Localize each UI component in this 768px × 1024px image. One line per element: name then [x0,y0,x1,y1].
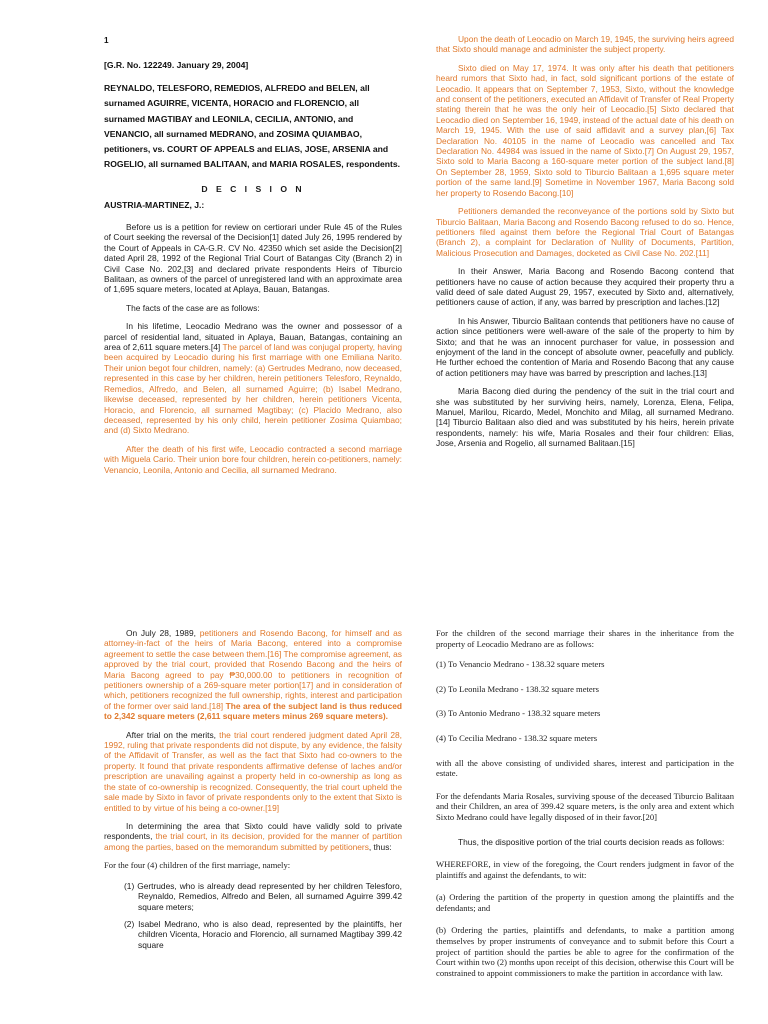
share-item: (3) To Antonio Medrano - 138.32 square meters [436,708,601,719]
paragraph: For the four (4) children of the first marriage, namely: [104,860,291,871]
heirs-list [104,881,402,950]
text-run: On July 28, 1989, [126,628,200,638]
paragraph: For the children of the second marriage their shares in the inheritance from the property of Leocadio Medrano are as follows: [436,628,734,649]
paragraph: (b) Ordering the parties, plaintiffs and defendants, to make a partition among themselves by proper instruments of conveyance and to submit before this Court a project of partition should the parties be able to agree for the confirmation of the Court within two (2) months upon receipt of this decision, otherwise this Court will be constrained to appoint commissioners to make the partition in accordance with law. [436,925,734,978]
highlighted-text: the trial court, in its decision, provided for the manner of partition among the parties, based on the memorandum submitted by petitioners [104,831,402,852]
paragraph: WHEREFORE, in view of the foregoing, the Court renders judgment in favor of the plaintiffs and against the defendants, to wit: [436,858,734,880]
highlighted-paragraph: Sixto died on May 17, 1974. It was only after his death that petitioners heard rumors that Sixto had, in fact, sold significant portions of the estate of Leocadio. It appears that on September 7, 1953, Sixto, without the knowledge and consent of the petitioners, executed an Affidavit of Transfer of Real Property stating therein that he was the only heir of Leocadio.[5] Sixto declared that Leocadio died on September 16, 1949, instead of the actual date of his death on March 19, 1945. With the use of said affidavit and a survey plan,[6] Tax Declaration No. 40105 in the name of Leocadio was cancelled and Tax Declaration No. 44984 was issued in the name of Sixto.[7] On August 29, 1957, Sixto sold to Maria Bacong a 160-square meter portion of the subject land.[8] On September 28, 1959, Sixto sold to Tiburcio Balitaan a 1,695 square meter portion of the same land.[9] Sometime in November 1967, Maria Bacong sold her property to Rosendo Bacong.[10] [436,62,734,198]
case-number: [G.R. No. 122249. January 29, 2004] [104,59,249,70]
share-item: (4) To Cecilia Medrano - 138.32 square meters [436,732,598,743]
page1-right-column [436,34,734,457]
ponente: AUSTRIA-MARTINEZ, J.: [104,200,205,211]
highlighted-paragraph: After the death of his first wife, Leocadio contracted a second marriage with Miguela Cario. Their union bore four children, herein co-petitioners, namely: Venancio, Leonila, Antonio and Cecilia, all surnamed Medrano. [104,443,402,475]
list-item: (2) Isabel Medrano, who is also dead, represented by the plaintiffs, her children Vicenta, Horacio and Florencio, all surnamed Magtibay 399.42 square [124,918,402,950]
decision-heading: D E C I S I O N [201,184,305,195]
text-run: In determining the area that Sixto could have validly sold to private respondents, [104,820,402,842]
paragraph: with all the above consisting of undivided shares, interest and participation in the estate. [436,757,734,779]
page2-left-column [104,628,402,957]
text-run: , thus: [368,841,392,852]
text-run: After trial on the merits, [126,729,220,740]
paragraph: The facts of the case are as follows: [126,302,260,313]
case-parties: REYNALDO, TELESFORO, REMEDIOS, ALFREDO and BELEN, all surnamed AGUIRRE, VICENTA, HORACIO and FLORENCIO, all surnamed MAGTIBAY and LEONILA, CECILIA, ANTONIO, and VENANCIO, all surnamed MEDRANO, and ZOSIMA QUIAMBAO, petitioners, vs. COURT OF APPEALS and ELIAS, JOSE, ARSENIA and ROGELIO, all surnamed BALITAAN, and MARIA ROSALES, respondents. [104,83,401,170]
paragraph: In their Answer, Maria Bacong and Rosendo Bacong contend that petitioners have no cause of action because they acquired their property thru a valid deed of sale dated August 29, 1957, executed by Sixto and, alternatively, petitioners cause of action, if any, was barred by prescription and laches.[12] [436,266,734,308]
highlighted-text: the trial court rendered judgment dated April 28, 1992, ruling that private respondents did not dispute, by any evidence, the falsity of the Affidavit of Transfer, as well as the fact that Sixto had co-owners to the property. It found that private respondents affirmative defense of laches and/or prescription are unavailing against a property held in co-ownership as long as the state of co-ownership is recognized. Consequently, the trial court upheld the sale made by Sixto in favor of private respondents only to the extent that Sixto is entitled to by virtue of his being a co-owner.[19] [104,729,402,813]
page-number: 1 [104,36,109,45]
page1-left-column [104,34,402,483]
document-page-2 [0,618,768,1024]
paragraph: Thus, the dispositive portion of the trial courts decision reads as follows: [458,836,725,847]
highlighted-text: petitioners and Rosendo Bacong, for himself and as attorney-in-fact of the heirs of Maria Bacong, entered into a compromise agreement to settle the case between them.[16] The compromise agreement, as approved by the trial court, provided that Rosendo Bacong and the heirs of Maria Bacong agreed to pay ₱30,000.00 to petitioners in recognition of petitioners ownership of a 269-square meter portion[17] and in consideration of which, petitioners recognized the full ownership, rights, interest and participation of the former over said land.[18] [104,628,402,711]
highlighted-paragraph: Petitioners demanded the reconveyance of the portions sold by Sixto but Tiburcio Balitaan, Maria Bacong and Rosendo Bacong refused to do so. Hence, petitioners filed against them before the Regional Trial Court of Batangas (Branch 2), a complaint for Declaration of Nullity of Documents, Partition, Malicious Prosecution and Damages, docketed as Civil Case No. 202.[11] [436,206,734,258]
paragraph: In his Answer, Tiburcio Balitaan contends that petitioners have no cause of action since petitioners were well-aware of the sale of the property to him by Sixto; and that he was an innocent purchaser for value, in possession and enjoyment of the land in the concept of absolute owner, peacefully and publicly. He further echoed the contention of Maria and Rosendo Bacong that any cause of action petitioners may have was barred by prescription and laches.[13] [436,315,734,378]
paragraph: (a) Ordering the partition of the property in question among the plaintiffs and the defendants; and [436,892,734,913]
share-item: (2) To Leonila Medrano - 138.32 square meters [436,683,599,694]
bold-highlighted-text: The area of the subject land is thus reduced to 2,342 square meters (2,611 square meters minus 269 square meters). [104,700,403,722]
list-item: (1) Gertrudes, who is already dead represented by her children Telesforo, Reynaldo, Remedios, Alfredo and Belen, all surnamed Aguirre 399.42 square meters; [124,880,402,912]
text-run: In his lifetime, Leocadio Medrano was the owner and possessor of a parcel of residential land, situated in Aplaya, Bauan, Batangas, containing an area of 2,611 square meters.[4] [104,321,402,353]
paragraph [104,321,402,435]
page-separator [0,600,768,618]
paragraph: For the defendants Maria Rosales, surviving spouse of the deceased Tiburcio Balitaan and their Children, an area of 399.42 square meters, is the only area and extent which Sixto Medrano could have legally disposed of in their favor.[20] [436,790,734,822]
paragraph: Maria Bacong died during the pendency of the suit in the trial court and she was substituted by her surviving heirs, namely, Lorenza, Elena, Felipa, Manuel, Marilou, Ricardo, Medel, Monchito and Milag, all surnamed Medrano.[14] Tiburcio Balitaan also died and was substituted by his heirs, herein private respondents, namely: his wife, Maria Rosales and their four children: Elias, Jose, Arsenia and Rogelio, all surnamed Balitaan.[15] [436,386,734,449]
highlighted-paragraph: Upon the death of Leocadio on March 19, 1945, the surviving heirs agreed that Sixto should manage and administer the subject property. [436,34,734,55]
paragraph: Before us is a petition for review on certiorari under Rule 45 of the Rules of Court seeking the reversal of the Decision[1] dated July 26, 1995 rendered by the Court of Appeals in CA-G.R. CV No. 42350 which set aside the Decision[2] dated April 28, 1992 of the Regional Trial Court of Batangas City (Branch 2) in Civil Case No. 202,[3] and declared private respondents Heirs of Tiburcio Balitaan, as owners of the parcel of unregistered land with an approximate area of 1,695 square meters, located at Aplaya, Bauan, Batangas. [104,222,402,295]
paragraph [104,628,402,722]
page2-right-column [436,628,734,978]
highlighted-text: The parcel of land was conjugal property, having been acquired by Leocadio during his first marriage with one Emiliana Narito. Their union begot four children, namely: (a) Gertrudes Medrano, now deceased, represented in this case by her children, herein petitioners Telesforo, Reynaldo, Remedios, Alfredo, and Belen, all surnamed Aguirre; (b) Isabel Medrano, likewise deceased, represented by her children, herein petitioners Vicenta, Horacio, and Florencio, all surnamed Magtibay; (c) Placido Medrano, also deceased, represented by his only child, herein petitioner Zosima Quiambao; and (d) Sixto Medrano. [104,342,403,436]
paragraph [104,730,402,813]
share-item: (1) To Venancio Medrano - 138.32 square meters [436,659,605,670]
paragraph [104,821,402,852]
